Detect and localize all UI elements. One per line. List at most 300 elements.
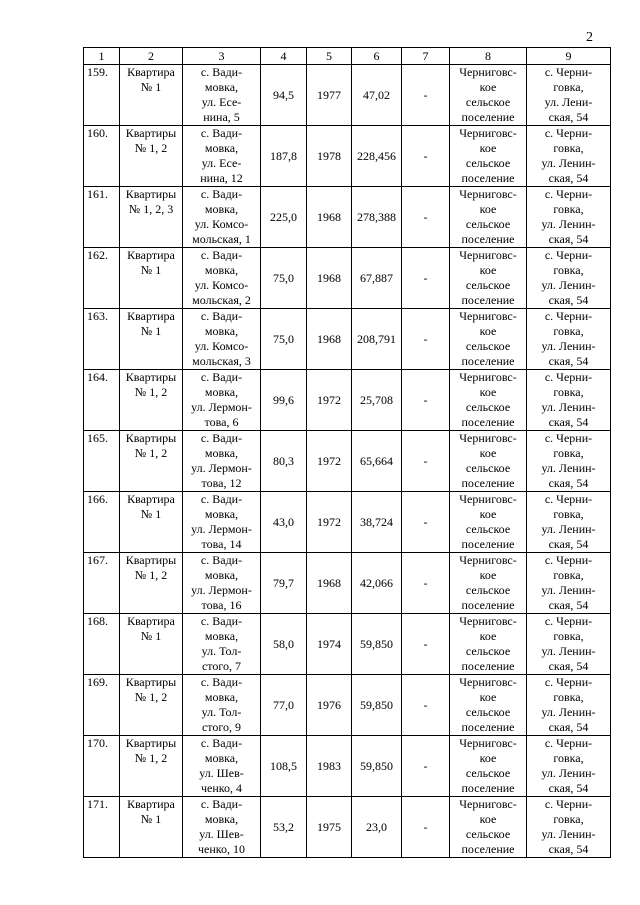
property-address-line: ул. Лермон- xyxy=(191,583,252,597)
column-header-8: 8 xyxy=(450,48,527,65)
column7-value: - xyxy=(402,187,450,248)
owner-address-line: говка, xyxy=(553,446,584,460)
property-address-line: нина, 12 xyxy=(200,171,243,185)
property-name xyxy=(120,126,183,187)
owner-name-line: поселение xyxy=(461,720,515,734)
property-address-line: с. Вади- xyxy=(200,126,243,140)
owner-name-line: сельское xyxy=(465,339,511,353)
property-address-line: с. Вади- xyxy=(200,614,243,628)
property-table xyxy=(83,47,611,858)
owner-name-line: поселение xyxy=(461,659,515,673)
owner-address-line: ская, 54 xyxy=(548,415,589,429)
owner-address xyxy=(527,126,611,187)
owner-address-line: с. Черни- xyxy=(544,553,593,567)
property-address-line: мовка, xyxy=(204,751,239,765)
owner-address-line: говка, xyxy=(553,629,584,643)
property-address-line: мовка, xyxy=(204,80,239,94)
owner-address xyxy=(527,65,611,126)
property-name-line: Квартиры xyxy=(125,431,177,445)
owner-name-line: кое xyxy=(479,629,497,643)
owner-name-line: кое xyxy=(479,385,497,399)
owner-address-line: с. Черни- xyxy=(544,309,593,323)
owner-address xyxy=(527,553,611,614)
owner-address-line: говка, xyxy=(553,80,584,94)
column-header-2: 2 xyxy=(120,48,183,65)
property-address-line: мольская, 3 xyxy=(192,354,251,368)
property-address-line: ул. Тол- xyxy=(201,644,242,658)
row-number: 167. xyxy=(84,553,120,614)
column-header-6: 6 xyxy=(352,48,402,65)
property-address xyxy=(183,65,261,126)
owner-name xyxy=(450,736,527,797)
owner-address xyxy=(527,187,611,248)
owner-name-line: поселение xyxy=(461,293,515,307)
owner-address-line: ул. Ленин- xyxy=(541,400,596,414)
column7-value: - xyxy=(402,614,450,675)
owner-name-line: кое xyxy=(479,690,497,704)
year-value: 1968 xyxy=(307,187,352,248)
owner-name-line: поселение xyxy=(461,171,515,185)
owner-name-line: кое xyxy=(479,141,497,155)
owner-address-line: с. Черни- xyxy=(544,65,593,79)
owner-name xyxy=(450,126,527,187)
property-address-line: мовка, xyxy=(204,141,239,155)
table-row xyxy=(84,736,611,797)
owner-address-line: ул. Ленин- xyxy=(541,156,596,170)
property-address xyxy=(183,370,261,431)
owner-address-line: ул. Ленин- xyxy=(541,827,596,841)
owner-address-line: ул. Ленин- xyxy=(541,522,596,536)
column-header-5: 5 xyxy=(307,48,352,65)
owner-name-line: сельское xyxy=(465,461,511,475)
owner-address-line: говка, xyxy=(553,568,584,582)
property-address-line: ул. Есе- xyxy=(201,156,242,170)
property-name-line: Квартиры xyxy=(125,553,177,567)
cost-value: 38,724 xyxy=(352,492,402,553)
column7-value: - xyxy=(402,126,450,187)
owner-address-line: с. Черни- xyxy=(544,797,593,811)
area-value: 77,0 xyxy=(261,675,307,736)
owner-name-line: Черниговс- xyxy=(459,187,517,201)
property-address-line: с. Вади- xyxy=(200,797,243,811)
property-address-line: с. Вади- xyxy=(200,309,243,323)
row-number: 166. xyxy=(84,492,120,553)
owner-address-line: ул. Лени- xyxy=(544,95,593,109)
owner-address-line: с. Черни- xyxy=(544,614,593,628)
owner-address-line: ская, 54 xyxy=(548,293,589,307)
owner-name-line: Черниговс- xyxy=(459,248,517,262)
column7-value: - xyxy=(402,553,450,614)
property-address-line: мольская, 2 xyxy=(192,293,251,307)
owner-name xyxy=(450,65,527,126)
owner-name-line: поселение xyxy=(461,476,515,490)
property-name xyxy=(120,492,183,553)
owner-address-line: ул. Ленин- xyxy=(541,339,596,353)
property-address-line: ченко, 4 xyxy=(200,781,242,795)
owner-address-line: с. Черни- xyxy=(544,187,593,201)
row-number: 171. xyxy=(84,797,120,858)
owner-address xyxy=(527,675,611,736)
property-name-line: Квартира xyxy=(127,797,175,811)
table-body xyxy=(84,65,611,858)
year-value: 1968 xyxy=(307,553,352,614)
owner-address-line: ская, 54 xyxy=(548,781,589,795)
year-value: 1968 xyxy=(307,248,352,309)
row-number: 169. xyxy=(84,675,120,736)
property-address xyxy=(183,614,261,675)
column-header-9: 9 xyxy=(527,48,611,65)
owner-address xyxy=(527,797,611,858)
property-name-line: Квартира xyxy=(127,492,175,506)
owner-name xyxy=(450,431,527,492)
owner-name-line: кое xyxy=(479,751,497,765)
property-name-line: Квартиры xyxy=(125,675,177,689)
property-name-line: № 1 xyxy=(140,324,162,338)
row-number: 168. xyxy=(84,614,120,675)
owner-address-line: с. Черни- xyxy=(544,431,593,445)
owner-address xyxy=(527,309,611,370)
owner-name-line: сельское xyxy=(465,95,511,109)
property-address-line: с. Вади- xyxy=(200,492,243,506)
property-name-line: № 1 xyxy=(140,263,162,277)
property-name-line: Квартира xyxy=(127,309,175,323)
table-row xyxy=(84,126,611,187)
owner-address-line: говка, xyxy=(553,812,584,826)
owner-address-line: ул. Ленин- xyxy=(541,705,596,719)
owner-name-line: Черниговс- xyxy=(459,370,517,384)
owner-address xyxy=(527,614,611,675)
property-name xyxy=(120,431,183,492)
table-row xyxy=(84,65,611,126)
cost-value: 59,850 xyxy=(352,736,402,797)
area-value: 225,0 xyxy=(261,187,307,248)
owner-name-line: Черниговс- xyxy=(459,736,517,750)
owner-name-line: Черниговс- xyxy=(459,492,517,506)
column7-value: - xyxy=(402,797,450,858)
property-address-line: стого, 9 xyxy=(201,720,242,734)
owner-address-line: ская, 54 xyxy=(548,354,589,368)
property-address-line: мольская, 1 xyxy=(192,232,251,246)
property-address-line: мовка, xyxy=(204,324,239,338)
owner-address xyxy=(527,248,611,309)
column-header-4: 4 xyxy=(261,48,307,65)
year-value: 1972 xyxy=(307,492,352,553)
owner-name xyxy=(450,797,527,858)
table-row xyxy=(84,370,611,431)
area-value: 75,0 xyxy=(261,309,307,370)
property-address-line: ул. Тол- xyxy=(201,705,242,719)
owner-name-line: Черниговс- xyxy=(459,553,517,567)
property-address-line: с. Вади- xyxy=(200,553,243,567)
page-number: 2 xyxy=(586,30,593,45)
owner-name-line: кое xyxy=(479,446,497,460)
owner-address-line: ул. Ленин- xyxy=(541,644,596,658)
property-name-line: Квартира xyxy=(127,614,175,628)
owner-name-line: поселение xyxy=(461,842,515,856)
property-name-line: № 1, 2 xyxy=(134,690,168,704)
owner-name xyxy=(450,370,527,431)
property-address-line: мовка, xyxy=(204,690,239,704)
owner-name-line: Черниговс- xyxy=(459,126,517,140)
owner-address-line: говка, xyxy=(553,385,584,399)
owner-address-line: ул. Ленин- xyxy=(541,217,596,231)
owner-name-line: сельское xyxy=(465,827,511,841)
cost-value: 278,388 xyxy=(352,187,402,248)
table-row xyxy=(84,553,611,614)
year-value: 1978 xyxy=(307,126,352,187)
property-address-line: ул. Комсо- xyxy=(194,278,249,292)
property-address-line: ул. Лермон- xyxy=(191,522,252,536)
property-address-line: ул. Лермон- xyxy=(191,400,252,414)
property-address-line: стого, 7 xyxy=(201,659,242,673)
owner-name-line: кое xyxy=(479,507,497,521)
row-number: 161. xyxy=(84,187,120,248)
owner-name-line: поселение xyxy=(461,598,515,612)
property-address-line: мовка, xyxy=(204,568,239,582)
property-name xyxy=(120,65,183,126)
year-value: 1983 xyxy=(307,736,352,797)
owner-name-line: сельское xyxy=(465,156,511,170)
row-number: 159. xyxy=(84,65,120,126)
row-number: 162. xyxy=(84,248,120,309)
property-name xyxy=(120,797,183,858)
owner-address-line: говка, xyxy=(553,690,584,704)
property-name-line: № 1, 2 xyxy=(134,385,168,399)
owner-address-line: с. Черни- xyxy=(544,492,593,506)
property-name-line: № 1, 2, 3 xyxy=(128,202,174,216)
property-name xyxy=(120,370,183,431)
owner-name-line: Черниговс- xyxy=(459,675,517,689)
property-address xyxy=(183,309,261,370)
table-row xyxy=(84,309,611,370)
column-header-3: 3 xyxy=(183,48,261,65)
owner-name-line: поселение xyxy=(461,415,515,429)
property-address xyxy=(183,126,261,187)
table-row xyxy=(84,187,611,248)
owner-address-line: ская, 54 xyxy=(548,537,589,551)
property-address-line: с. Вади- xyxy=(200,736,243,750)
table-row xyxy=(84,248,611,309)
property-name-line: Квартиры xyxy=(125,370,177,384)
property-address xyxy=(183,187,261,248)
owner-name xyxy=(450,675,527,736)
table-row xyxy=(84,492,611,553)
property-name xyxy=(120,736,183,797)
owner-address xyxy=(527,492,611,553)
owner-name-line: сельское xyxy=(465,705,511,719)
property-name-line: № 1 xyxy=(140,812,162,826)
area-value: 79,7 xyxy=(261,553,307,614)
property-address xyxy=(183,553,261,614)
owner-name-line: поселение xyxy=(461,354,515,368)
owner-name-line: сельское xyxy=(465,766,511,780)
property-address-line: с. Вади- xyxy=(200,248,243,262)
year-value: 1968 xyxy=(307,309,352,370)
property-name xyxy=(120,309,183,370)
cost-value: 42,066 xyxy=(352,553,402,614)
property-address-line: с. Вади- xyxy=(200,187,243,201)
owner-address-line: ская, 54 xyxy=(548,110,589,124)
property-address-line: с. Вади- xyxy=(200,370,243,384)
property-address-line: мовка, xyxy=(204,202,239,216)
cost-value: 228,456 xyxy=(352,126,402,187)
owner-address xyxy=(527,431,611,492)
column7-value: - xyxy=(402,492,450,553)
owner-address xyxy=(527,370,611,431)
property-address-line: мовка, xyxy=(204,446,239,460)
property-address-line: това, 16 xyxy=(201,598,242,612)
owner-name-line: кое xyxy=(479,812,497,826)
property-address xyxy=(183,736,261,797)
property-name xyxy=(120,553,183,614)
owner-name xyxy=(450,492,527,553)
cost-value: 67,887 xyxy=(352,248,402,309)
owner-address-line: ул. Ленин- xyxy=(541,766,596,780)
column7-value: - xyxy=(402,65,450,126)
table-row xyxy=(84,431,611,492)
owner-address xyxy=(527,736,611,797)
property-name-line: Квартира xyxy=(127,248,175,262)
property-address-line: това, 6 xyxy=(204,415,239,429)
property-name-line: Квартиры xyxy=(125,126,177,140)
property-name-line: № 1, 2 xyxy=(134,751,168,765)
property-name xyxy=(120,675,183,736)
property-name xyxy=(120,248,183,309)
owner-address-line: говка, xyxy=(553,263,584,277)
property-address-line: ул. Комсо- xyxy=(194,339,249,353)
property-name-line: Квартиры xyxy=(125,187,177,201)
owner-name xyxy=(450,248,527,309)
owner-name-line: поселение xyxy=(461,110,515,124)
owner-name-line: кое xyxy=(479,80,497,94)
property-address-line: ул. Шев- xyxy=(199,827,244,841)
column7-value: - xyxy=(402,431,450,492)
column7-value: - xyxy=(402,736,450,797)
area-value: 75,0 xyxy=(261,248,307,309)
area-value: 43,0 xyxy=(261,492,307,553)
cost-value: 23,0 xyxy=(352,797,402,858)
property-name-line: Квартиры xyxy=(125,736,177,750)
owner-address-line: говка, xyxy=(553,507,584,521)
owner-address-line: с. Черни- xyxy=(544,248,593,262)
owner-address-line: ская, 54 xyxy=(548,659,589,673)
column7-value: - xyxy=(402,370,450,431)
property-address-line: ул. Комсо- xyxy=(194,217,249,231)
property-name-line: № 1 xyxy=(140,507,162,521)
property-address xyxy=(183,431,261,492)
header-row xyxy=(84,48,611,65)
property-address xyxy=(183,675,261,736)
property-name-line: Квартира xyxy=(127,65,175,79)
property-address-line: мовка, xyxy=(204,385,239,399)
owner-address-line: с. Черни- xyxy=(544,736,593,750)
cost-value: 208,791 xyxy=(352,309,402,370)
area-value: 99,6 xyxy=(261,370,307,431)
property-address-line: ченко, 10 xyxy=(197,842,245,856)
column-header-1: 1 xyxy=(84,48,120,65)
owner-name-line: сельское xyxy=(465,522,511,536)
owner-name-line: кое xyxy=(479,202,497,216)
area-value: 94,5 xyxy=(261,65,307,126)
owner-name xyxy=(450,309,527,370)
property-name xyxy=(120,614,183,675)
row-number: 170. xyxy=(84,736,120,797)
year-value: 1972 xyxy=(307,370,352,431)
owner-name-line: Черниговс- xyxy=(459,65,517,79)
owner-name-line: кое xyxy=(479,263,497,277)
property-name-line: № 1 xyxy=(140,629,162,643)
area-value: 58,0 xyxy=(261,614,307,675)
cost-value: 25,708 xyxy=(352,370,402,431)
year-value: 1977 xyxy=(307,65,352,126)
owner-address-line: с. Черни- xyxy=(544,370,593,384)
row-number: 164. xyxy=(84,370,120,431)
cost-value: 59,850 xyxy=(352,614,402,675)
property-name-line: № 1, 2 xyxy=(134,568,168,582)
column7-value: - xyxy=(402,309,450,370)
property-address-line: мовка, xyxy=(204,812,239,826)
property-address-line: ул. Шев- xyxy=(199,766,244,780)
property-name-line: № 1, 2 xyxy=(134,446,168,460)
owner-name-line: сельское xyxy=(465,217,511,231)
owner-name-line: поселение xyxy=(461,781,515,795)
owner-address-line: ская, 54 xyxy=(548,842,589,856)
owner-name xyxy=(450,614,527,675)
property-address-line: мовка, xyxy=(204,629,239,643)
owner-address-line: с. Черни- xyxy=(544,126,593,140)
table-row xyxy=(84,675,611,736)
owner-address-line: ул. Ленин- xyxy=(541,461,596,475)
row-number: 165. xyxy=(84,431,120,492)
property-address-line: това, 14 xyxy=(201,537,242,551)
owner-address-line: ул. Ленин- xyxy=(541,278,596,292)
owner-name-line: Черниговс- xyxy=(459,614,517,628)
area-value: 80,3 xyxy=(261,431,307,492)
owner-name-line: поселение xyxy=(461,232,515,246)
property-address-line: ул. Есе- xyxy=(201,95,242,109)
table-row xyxy=(84,614,611,675)
owner-name-line: кое xyxy=(479,324,497,338)
area-value: 108,5 xyxy=(261,736,307,797)
property-name-line: № 1, 2 xyxy=(134,141,168,155)
year-value: 1975 xyxy=(307,797,352,858)
owner-address-line: ская, 54 xyxy=(548,232,589,246)
owner-name-line: Черниговс- xyxy=(459,431,517,445)
owner-address-line: ул. Ленин- xyxy=(541,583,596,597)
area-value: 187,8 xyxy=(261,126,307,187)
table-row xyxy=(84,797,611,858)
area-value: 53,2 xyxy=(261,797,307,858)
owner-address-line: говка, xyxy=(553,202,584,216)
owner-name-line: кое xyxy=(479,568,497,582)
owner-name-line: Черниговс- xyxy=(459,309,517,323)
row-number: 160. xyxy=(84,126,120,187)
owner-name xyxy=(450,553,527,614)
owner-address-line: ская, 54 xyxy=(548,598,589,612)
owner-name-line: сельское xyxy=(465,583,511,597)
owner-address-line: говка, xyxy=(553,324,584,338)
year-value: 1972 xyxy=(307,431,352,492)
owner-name-line: сельское xyxy=(465,400,511,414)
year-value: 1976 xyxy=(307,675,352,736)
year-value: 1974 xyxy=(307,614,352,675)
owner-address-line: ская, 54 xyxy=(548,171,589,185)
owner-address-line: говка, xyxy=(553,751,584,765)
property-address xyxy=(183,797,261,858)
property-address xyxy=(183,248,261,309)
property-address-line: с. Вади- xyxy=(200,675,243,689)
row-number: 163. xyxy=(84,309,120,370)
